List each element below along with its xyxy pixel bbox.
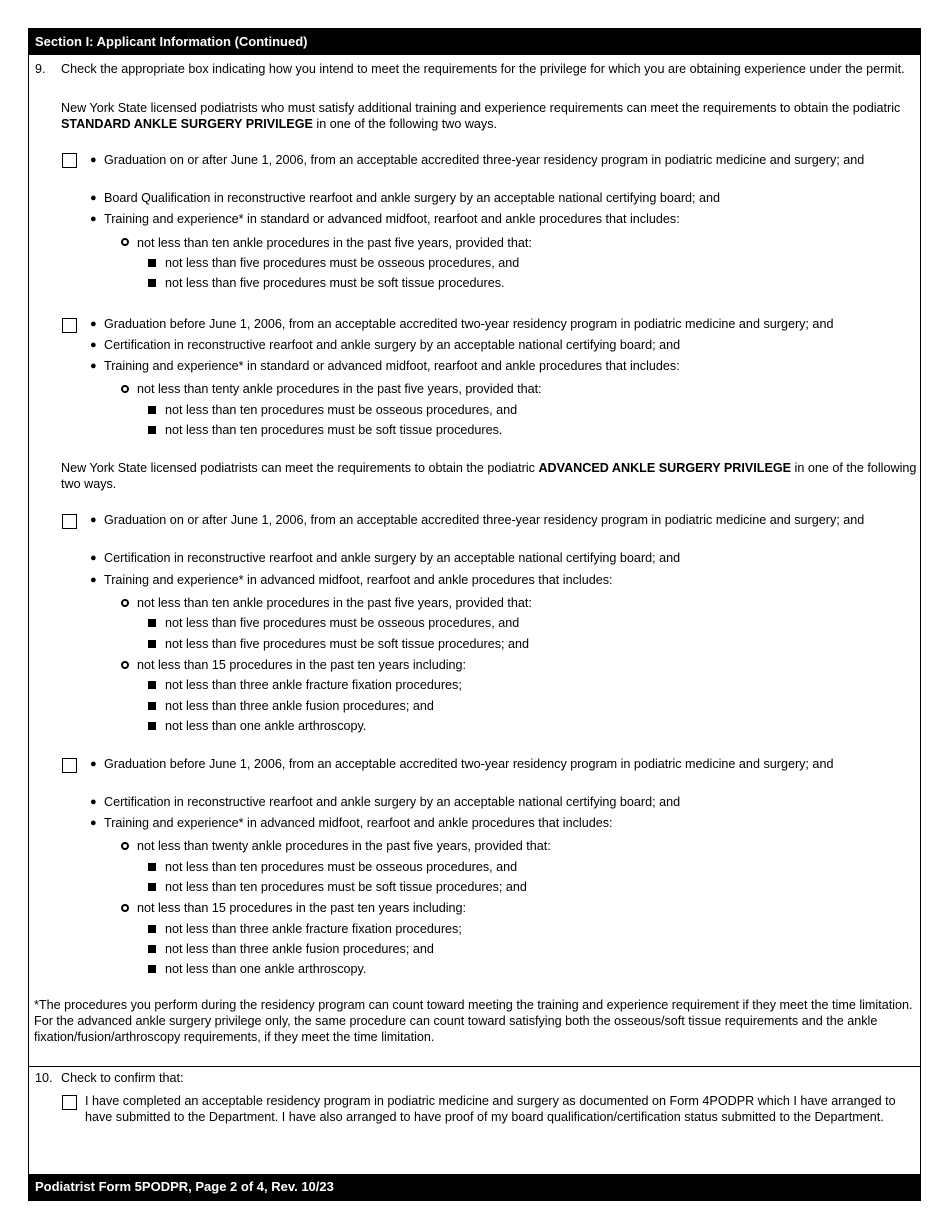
- square-bullet-icon: [148, 702, 156, 710]
- option-1-sub-sub-1: not less than five procedures must be osseous procedures, and: [165, 256, 520, 270]
- square-bullet-icon: [148, 406, 156, 414]
- standard-intro-text-end: in one of the following two ways.: [312, 117, 498, 131]
- bullet-icon: ●: [90, 796, 97, 808]
- circle-bullet-icon: [121, 661, 129, 669]
- option-3-sub-sub-4: not less than three ankle fusion procedures; and: [165, 699, 434, 713]
- option-4-sub-1: not less than twenty ankle procedures in the past five years, provided that:: [137, 839, 551, 853]
- question-10-number: 10.: [35, 1071, 53, 1085]
- bullet-icon: ●: [90, 552, 97, 564]
- option-1-requirement-2: Board Qualification in reconstructive rearfoot and ankle surgery by an acceptable national certifying board; and: [104, 191, 721, 205]
- option-4-sub-sub-3: not less than three ankle fracture fixation procedures;: [165, 922, 462, 936]
- bullet-icon: ●: [90, 817, 97, 829]
- confirm-text: I have completed an acceptable residency program in podiatric medicine and surgery as documented on Form 4PODPR which I have arranged to have submitted to the Department. I have also arranged to have proof of my board qualification/certification status submitted to the Department.: [85, 1094, 896, 1124]
- option-2-sub-sub-1: not less than ten procedures must be osseous procedures, and: [165, 403, 518, 417]
- option-4-requirement-3: Training and experience* in advanced midfoot, rearfoot and ankle procedures that includes:: [104, 816, 613, 830]
- form-page: [28, 28, 921, 1201]
- standard-option-2-checkbox[interactable]: [62, 318, 77, 333]
- bullet-icon: ●: [90, 154, 97, 166]
- question-9-number: 9.: [35, 62, 46, 76]
- confirm-checkbox[interactable]: [62, 1095, 77, 1110]
- square-bullet-icon: [148, 279, 156, 287]
- square-bullet-icon: [148, 259, 156, 267]
- option-1-sub-sub-2: not less than five procedures must be soft tissue procedures.: [165, 276, 505, 290]
- option-4-requirement-1: Graduation before June 1, 2006, from an acceptable accredited two-year residency program in podiatric medicine and surgery; and: [104, 757, 834, 771]
- option-3-sub-sub-1: not less than five procedures must be osseous procedures, and: [165, 616, 520, 630]
- standard-intro-text: New York State licensed podiatrists who must satisfy additional training and experience requirements can meet the requirements to obtain the podiatric: [61, 101, 901, 115]
- square-bullet-icon: [148, 426, 156, 434]
- option-1-sub-1: not less than ten ankle procedures in the past five years, provided that:: [137, 236, 532, 250]
- option-2-sub-sub-2: not less than ten procedures must be soft tissue procedures.: [165, 423, 503, 437]
- option-4-requirement-2: Certification in reconstructive rearfoot and ankle surgery by an acceptable national certifying board; and: [104, 795, 681, 809]
- standard-privilege-name: STANDARD ANKLE SURGERY PRIVILEGE: [61, 117, 313, 131]
- option-2-sub-1: not less than tenty ankle procedures in the past five years, provided that:: [137, 382, 542, 396]
- square-bullet-icon: [148, 722, 156, 730]
- square-bullet-icon: [148, 681, 156, 689]
- option-4-sub-sub-4: not less than three ankle fusion procedures; and: [165, 942, 434, 956]
- option-2-requirement-1: Graduation before June 1, 2006, from an acceptable accredited two-year residency program in podiatric medicine and surgery; and: [104, 317, 834, 331]
- form-footer: Podiatrist Form 5PODPR, Page 2 of 4, Rev. 10/23: [29, 1174, 920, 1200]
- option-4-sub-sub-1: not less than ten procedures must be osseous procedures, and: [165, 860, 518, 874]
- option-3-sub-2: not less than 15 procedures in the past ten years including:: [137, 658, 467, 672]
- question-10-label: Check to confirm that:: [61, 1071, 184, 1085]
- option-4-sub-sub-2: not less than ten procedures must be soft tissue procedures; and: [165, 880, 527, 894]
- square-bullet-icon: [148, 640, 156, 648]
- circle-bullet-icon: [121, 238, 129, 246]
- advanced-intro-text: New York State licensed podiatrists can meet the requirements to obtain the podiatric: [61, 461, 539, 475]
- bullet-icon: ●: [90, 360, 97, 372]
- section-header: Section I: Applicant Information (Continued): [29, 29, 920, 55]
- bullet-icon: ●: [90, 318, 97, 330]
- square-bullet-icon: [148, 965, 156, 973]
- option-3-requirement-1: Graduation on or after June 1, 2006, from an acceptable accredited three-year residency program in podiatric medicine and surgery; and: [104, 513, 865, 527]
- question-9-intro: Check the appropriate box indicating how you intend to meet the requirements for the privilege for which you are obtaining experience under the permit.: [61, 62, 905, 76]
- bullet-icon: ●: [90, 192, 97, 204]
- advanced-option-1-checkbox[interactable]: [62, 514, 77, 529]
- option-4-sub-2: not less than 15 procedures in the past ten years including:: [137, 901, 467, 915]
- option-3-sub-sub-5: not less than one ankle arthroscopy.: [165, 719, 367, 733]
- option-2-requirement-3: Training and experience* in standard or advanced midfoot, rearfoot and ankle procedures that includes:: [104, 359, 680, 373]
- bullet-icon: ●: [90, 213, 97, 225]
- square-bullet-icon: [148, 863, 156, 871]
- square-bullet-icon: [148, 925, 156, 933]
- standard-privilege-intro: [61, 100, 919, 132]
- standard-option-1-checkbox[interactable]: [62, 153, 77, 168]
- divider: [29, 1066, 920, 1067]
- circle-bullet-icon: [121, 904, 129, 912]
- advanced-option-2-checkbox[interactable]: [62, 758, 77, 773]
- square-bullet-icon: [148, 945, 156, 953]
- option-1-requirement-1: Graduation on or after June 1, 2006, from an acceptable accredited three-year residency program in podiatric medicine and surgery; and: [104, 153, 865, 167]
- advanced-privilege-name: ADVANCED ANKLE SURGERY PRIVILEGE: [538, 461, 792, 475]
- circle-bullet-icon: [121, 842, 129, 850]
- option-2-requirement-2: Certification in reconstructive rearfoot and ankle surgery by an acceptable national certifying board; and: [104, 338, 681, 352]
- bullet-icon: ●: [90, 758, 97, 770]
- bullet-icon: ●: [90, 339, 97, 351]
- circle-bullet-icon: [121, 385, 129, 393]
- advanced-privilege-intro: [61, 460, 919, 492]
- option-3-sub-sub-2: not less than five procedures must be soft tissue procedures; and: [165, 637, 530, 651]
- bullet-icon: ●: [90, 574, 97, 586]
- square-bullet-icon: [148, 883, 156, 891]
- footnote: *The procedures you perform during the residency program can count toward meeting the training and experience requirement if they meet the time limitation. For the advanced ankle surgery privilege only, the same procedure can count toward satisfying both the osseous/soft tissue requirements and the ankle fixation/fusion/arthroscopy requirements, if they meet the time limitation.: [34, 998, 913, 1044]
- circle-bullet-icon: [121, 599, 129, 607]
- bullet-icon: ●: [90, 514, 97, 526]
- advanced-intro-text-end: in one of the following two ways.: [61, 461, 917, 491]
- option-3-requirement-3: Training and experience* in advanced midfoot, rearfoot and ankle procedures that includes:: [104, 573, 613, 587]
- option-3-sub-sub-3: not less than three ankle fracture fixation procedures;: [165, 678, 462, 692]
- option-4-sub-sub-5: not less than one ankle arthroscopy.: [165, 962, 367, 976]
- option-1-requirement-3: Training and experience* in standard or advanced midfoot, rearfoot and ankle procedures that includes:: [104, 212, 680, 226]
- option-3-requirement-2: Certification in reconstructive rearfoot and ankle surgery by an acceptable national certifying board; and: [104, 551, 681, 565]
- option-3-sub-1: not less than ten ankle procedures in the past five years, provided that:: [137, 596, 532, 610]
- square-bullet-icon: [148, 619, 156, 627]
